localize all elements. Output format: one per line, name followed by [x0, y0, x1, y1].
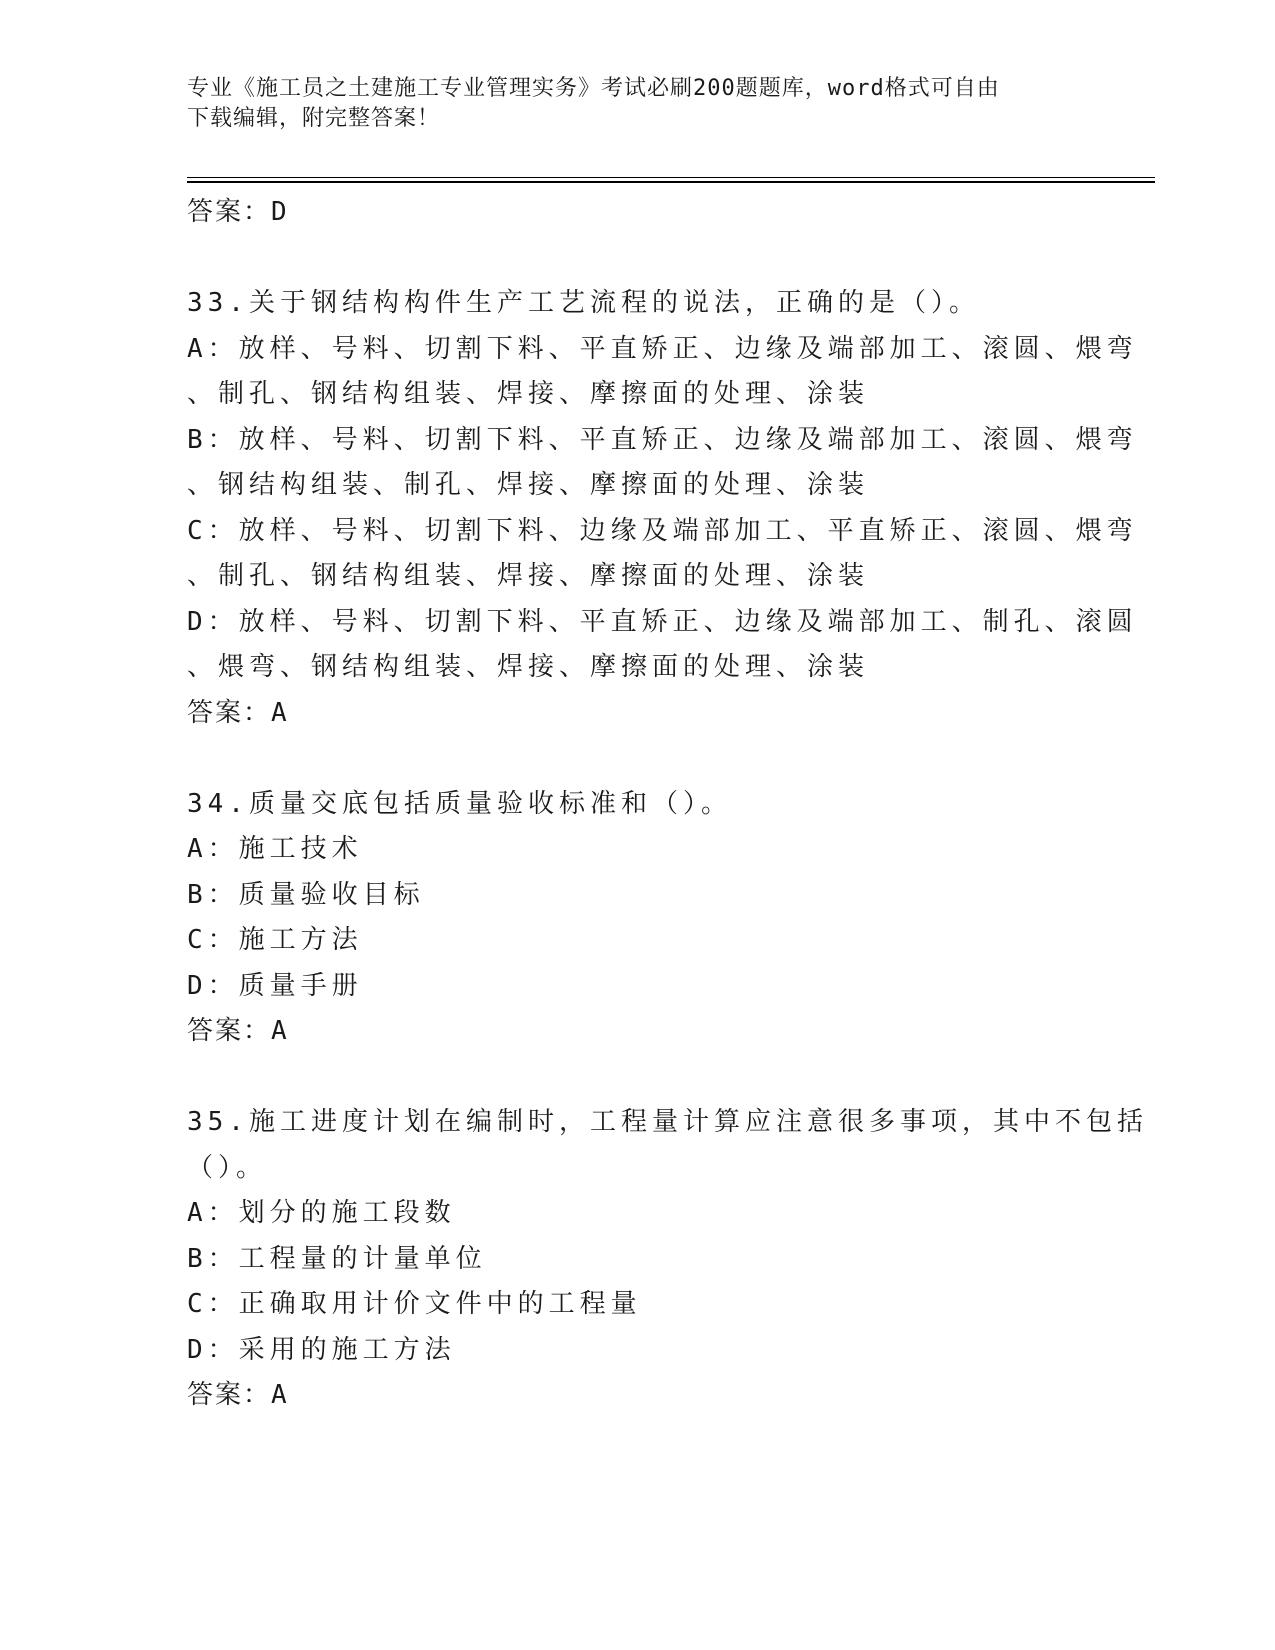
header-rule-thin [187, 177, 1155, 178]
option-c: C：放样、号料、切割下料、边缘及端部加工、平直矫正、滚圆、煨弯 [187, 515, 1138, 546]
answer-label: 答案： [187, 1016, 272, 1046]
question-33 [187, 281, 1138, 736]
answer-value: A [271, 1016, 289, 1046]
document-header [187, 74, 1067, 134]
option-a: A：放样、号料、切割下料、平直矫正、边缘及端部加工、滚圆、煨弯 [187, 333, 1138, 364]
document-body [187, 190, 1148, 1419]
question-stem: 35.施工进度计划在编制时，工程量计算应注意很多事项，其中不包括 [187, 1107, 1148, 1137]
spacer [187, 1055, 1077, 1101]
question-stem: 33.关于钢结构构件生产工艺流程的说法，正确的是（）。 [187, 288, 980, 318]
question-34 [187, 782, 1077, 1055]
option-d: D：质量手册 [187, 970, 363, 1001]
option-b: B：质量验收目标 [187, 879, 425, 910]
answer-label: 答案： [187, 197, 272, 227]
question-answer [187, 1009, 1077, 1055]
option-d-continued: 、煨弯、钢结构组装、焊接、摩擦面的处理、涂装 [187, 652, 870, 682]
option-d: D：放样、号料、切割下料、平直矫正、边缘及端部加工、制孔、滚圆 [187, 606, 1138, 637]
header-line-1: 专业《施工员之土建施工专业管理实务》考试必刷200题题库，word格式可自由 [187, 76, 1000, 101]
option-c-continued: 、制孔、钢结构组装、焊接、摩擦面的处理、涂装 [187, 561, 870, 591]
answer-label: 答案： [187, 697, 272, 728]
answer-value: A [271, 1380, 289, 1410]
option-a-continued: 、制孔、钢结构组装、焊接、摩擦面的处理、涂装 [187, 379, 870, 409]
question-stem-continued: （）。 [187, 1152, 268, 1183]
header-line-2: 下载编辑，附完整答案！ [187, 106, 441, 131]
previous-answer [187, 190, 1077, 236]
option-c: C：正确取用计价文件中的工程量 [187, 1289, 642, 1319]
option-d: D：采用的施工方法 [187, 1334, 456, 1365]
option-b: B：放样、号料、切割下料、平直矫正、边缘及端部加工、滚圆、煨弯 [187, 424, 1138, 455]
question-stem: 34.质量交底包括质量验收标准和（）。 [187, 788, 732, 819]
answer-value: A [271, 697, 289, 728]
spacer [187, 236, 1077, 282]
spacer [187, 736, 1077, 782]
question-answer [187, 1373, 1077, 1419]
question-answer [187, 691, 1077, 737]
answer-value: D [271, 197, 289, 227]
option-c: C：施工方法 [187, 925, 363, 955]
option-a: A：划分的施工段数 [187, 1198, 456, 1228]
header-rule-thick [187, 181, 1155, 183]
question-35 [187, 1100, 1148, 1419]
option-a: A：施工技术 [187, 834, 363, 864]
option-b: B：工程量的计量单位 [187, 1243, 487, 1274]
option-b-continued: 、钢结构组装、制孔、焊接、摩擦面的处理、涂装 [187, 470, 870, 500]
answer-label: 答案： [187, 1380, 272, 1410]
